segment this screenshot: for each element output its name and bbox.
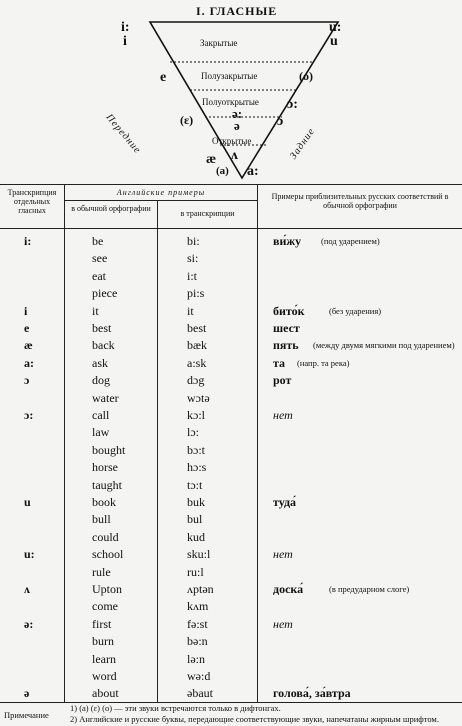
symbol-epsilon-paren: (ɛ) — [180, 113, 194, 127]
row-russian: бито́к — [273, 303, 305, 318]
row-transcription: ru:l — [187, 564, 204, 579]
row-word: could — [92, 529, 119, 544]
table-top-border — [0, 184, 462, 185]
symbol-u: u — [330, 34, 338, 49]
row-symbol: i — [24, 303, 28, 318]
header-ordinary-spelling: в обычной орфографии — [71, 204, 151, 213]
row-russian: шест — [273, 321, 300, 335]
level-closed: Закрытые — [200, 38, 238, 48]
row-word: horse — [92, 460, 118, 475]
row-word: ask — [92, 355, 108, 370]
level-half-closed: Полузакрытые — [201, 71, 258, 81]
row-word: see — [92, 251, 108, 266]
header-transcription: Транскрипция отдельных гласных — [7, 188, 57, 216]
section-title: I. ГЛАСНЫЕ — [196, 4, 278, 18]
row-word: come — [92, 599, 118, 614]
back-label: Задние — [288, 125, 318, 162]
row-symbol: e — [24, 321, 30, 335]
symbol-e: e — [160, 70, 167, 85]
row-russian-note: (без ударения) — [329, 305, 382, 316]
symbol-o-paren: (o) — [299, 69, 313, 83]
row-word: word — [92, 669, 117, 683]
row-russian-note: (между двумя мягкими под ударением) — [313, 340, 455, 351]
row-transcription: kud — [187, 529, 205, 544]
row-word: Upton — [92, 582, 122, 596]
symbol-open-o: ɔ — [277, 114, 284, 129]
row-transcription: fə:st — [187, 616, 208, 631]
row-symbol: ə: — [24, 616, 34, 631]
row-word: taught — [92, 477, 122, 492]
column-divider — [257, 184, 258, 702]
row-word: bull — [92, 512, 111, 527]
header-bottom-border — [0, 228, 462, 229]
row-word: best — [92, 321, 112, 335]
row-russian: нет — [273, 408, 293, 422]
symbol-schwa: ə — [234, 118, 240, 133]
row-symbol: ʌ — [24, 582, 30, 596]
symbol-a-long: a: — [247, 164, 259, 179]
row-transcription: bæk — [187, 338, 208, 353]
row-word: burn — [92, 634, 114, 649]
row-russian: нет — [273, 547, 293, 562]
row-russian-note: (под ударением) — [321, 236, 380, 246]
row-symbol: æ — [24, 338, 33, 353]
row-transcription: buk — [187, 495, 205, 509]
row-word: water — [92, 390, 119, 405]
row-transcription: it — [187, 303, 194, 318]
level-half-open: Полуоткрытые — [202, 97, 259, 107]
row-word: school — [92, 547, 124, 562]
row-russian: доска́ — [273, 582, 304, 596]
row-russian: та — [273, 355, 286, 370]
header-english-examples: Английские примеры — [116, 188, 206, 197]
row-symbol: i: — [24, 234, 32, 248]
row-transcription: bə:n — [187, 634, 208, 649]
row-word: piece — [92, 286, 118, 301]
row-transcription: wə:d — [187, 669, 211, 683]
row-word: it — [92, 303, 99, 318]
column-divider — [64, 184, 65, 702]
row-symbol: ɔ — [24, 373, 30, 388]
row-word: dog — [92, 373, 110, 388]
symbol-wedge: ʌ — [231, 148, 238, 163]
row-word: about — [92, 686, 119, 701]
row-transcription: ʌptən — [187, 582, 214, 596]
row-transcription: bɔ:t — [187, 442, 205, 457]
row-russian: голова́, за́втра — [273, 686, 351, 701]
symbol-open-o-long: ɔ: — [287, 97, 298, 112]
row-symbol: ɔ: — [24, 408, 34, 422]
symbol-a-paren: (a) — [216, 165, 229, 177]
row-word: back — [92, 338, 115, 353]
row-russian-note: (в предударном слоге) — [329, 584, 410, 594]
row-transcription: kɔ:l — [187, 408, 205, 422]
row-transcription: wɔtə — [187, 390, 210, 405]
row-transcription: lə:n — [187, 651, 205, 666]
symbol-u-long: u: — [329, 20, 342, 35]
row-transcription: lɔ: — [187, 425, 199, 440]
row-word: be — [92, 234, 104, 248]
header-russian: Примеры приблизительных русских соответствий в обычной орфографии — [271, 192, 449, 211]
row-word: bought — [92, 442, 126, 457]
row-word: eat — [92, 268, 106, 283]
row-russian: рот — [273, 373, 292, 388]
row-word: rule — [92, 564, 111, 579]
row-symbol: u: — [24, 547, 35, 562]
row-russian: ви́жу — [273, 234, 302, 248]
row-transcription: a:sk — [187, 355, 207, 370]
symbol-ae: æ — [206, 152, 217, 167]
row-transcription: bul — [187, 512, 203, 527]
front-label: Передние — [103, 112, 144, 157]
row-russian: пять — [273, 338, 299, 353]
footnote-label: Примечание — [4, 710, 49, 720]
row-transcription: dɔg — [187, 373, 205, 388]
footnote-line-2: 2) Английские и русские буквы, передающие соответствующие звуки, напечатаны жирным шрифтом. — [70, 714, 439, 724]
row-symbol: ə — [24, 686, 30, 701]
level-open: Открытые — [212, 136, 252, 146]
row-word: first — [92, 616, 112, 631]
column-divider — [157, 200, 158, 702]
row-word: book — [92, 495, 116, 509]
row-transcription: pi:s — [187, 286, 205, 301]
row-transcription: əbaut — [187, 686, 213, 701]
symbol-i: i — [123, 34, 127, 49]
row-word: learn — [92, 651, 116, 666]
row-transcription: i:t — [187, 268, 198, 283]
row-word: law — [92, 425, 110, 440]
row-transcription: hɔ:s — [187, 460, 207, 475]
row-symbol: a: — [24, 355, 34, 370]
row-transcription: best — [187, 321, 207, 335]
row-transcription: si: — [187, 251, 199, 266]
header-in-transcription: в транскрипции — [180, 209, 235, 218]
header-sub-divider — [64, 200, 257, 201]
row-russian: туда́ — [273, 495, 297, 509]
row-russian-note: (напр. та река) — [297, 357, 350, 368]
symbol-i-long: i: — [121, 20, 130, 35]
row-transcription: kʌm — [187, 599, 209, 614]
footnote-line-1: 1) (a) (ɛ) (o) — эти звуки встречаются только в дифтонгах. — [70, 703, 281, 713]
row-transcription: sku:l — [187, 547, 211, 562]
row-transcription: bi: — [187, 234, 200, 248]
row-word: call — [92, 408, 110, 422]
row-symbol: u — [24, 495, 31, 509]
row-russian: нет — [273, 616, 293, 631]
row-transcription: tɔ:t — [187, 477, 203, 492]
symbol-schwa-long: ə: — [232, 106, 243, 121]
